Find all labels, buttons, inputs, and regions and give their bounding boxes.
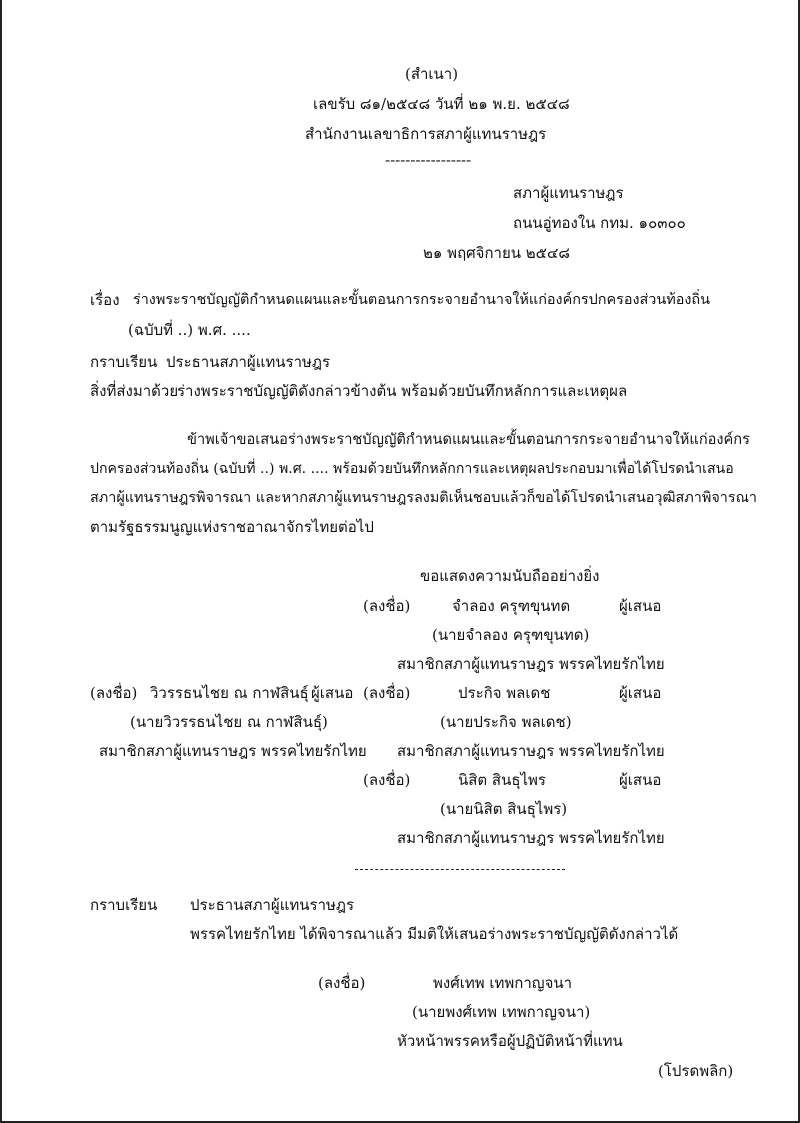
sig2-role: ผู้เสนอ [311,684,354,702]
body-line4: ตามรัฐธรรมนูญแห่งราชอาณาจักรไทยต่อไป [90,518,374,536]
sig2-name: วิวรรธนไชย ณ กาฬสินธุ์ [150,684,309,702]
endorsement-text: พรรคไทยรักไทย ได้พิจารณาแล้ว มีมติให้เสนอร่างพระราชบัญญัติดังกล่าวได้ [190,925,679,943]
sig4-full-name: (นายนิสิต สินธุไพร) [440,800,568,818]
sig3-name: ประกิจ พลเดช [458,684,551,702]
sig3-position: สมาชิกสภาผู้แทนราษฎร พรรคไทยรักไทย [397,742,665,760]
section-divider [355,869,565,870]
sig4-sign-label: (ลงชื่อ) [363,771,411,789]
subject-line1: ร่างพระราชบัญญัติกำหนดแผนและขั้นตอนการกระจายอำนาจให้แก่องค์กรปกครองส่วนท้องถิ่น [133,292,710,308]
endorsement-sign-label: (ลงชื่อ) [318,974,366,992]
office-name: สำนักงานเลขาธิการสภาผู้แทนราษฎร [305,125,547,143]
sig1-full-name: (นายจำลอง ครุฑขุนทด) [432,626,590,644]
sender-org: สภาผู้แทนราษฎร [513,184,624,202]
closing: ขอแสดงความนับถืออย่างยิ่ง [420,567,600,585]
sig3-role: ผู้เสนอ [619,684,662,702]
subject-line2: (ฉบับที่ ..) พ.ศ. .... [128,321,251,339]
sig1-sign-label: (ลงชื่อ) [363,597,411,615]
body-line3: สภาผู้แทนราษฎรพิจารณา และหากสภาผู้แทนราษฎรลงมติเห็นชอบแล้วก็ขอได้โปรดนำเสนอวุฒิสภาพิจารณา [90,490,758,506]
sig3-full-name: (นายประกิจ พลเดช) [440,713,572,731]
salutation-label: กราบเรียน [90,353,158,371]
enclosure-text: ร่างพระราชบัญญัติดังกล่าวข้างต้น พร้อมด้วยบันทึกหลักการและเหตุผล [177,382,628,400]
sig1-position: สมาชิกสภาผู้แทนราษฎร พรรคไทยรักไทย [397,655,665,673]
copy-label: (สำเนา) [405,65,459,83]
sig4-name: นิสิต สินธุไพร [458,771,546,789]
sig4-position: สมาชิกสภาผู้แทนราษฎร พรรคไทยรักไทย [397,829,665,847]
endorsement-position: หัวหน้าพรรคหรือผู้ปฏิบัติหน้าที่แทน [397,1032,623,1050]
salutation-recipient: ประธานสภาผู้แทนราษฎร [166,353,331,371]
endorsement-name: พงศ์เทพ เทพกาญจนา [433,974,573,992]
subject-label: เรื่อง [90,291,120,309]
endorsement-full-name: (นายพงศ์เทพ เทพกาญจนา) [412,1003,591,1021]
header-divider: ----------------- [385,151,472,169]
endorsement-label: กราบเรียน [90,896,158,914]
page-edge-left [0,0,2,1123]
sig1-name: จำลอง ครุฑขุนทด [452,597,571,615]
body-line1: ข้าพเจ้าขอเสนอร่างพระราชบัญญัติกำหนดแผนและขั้นตอนการกระจายอำนาจให้แก่องค์กร [187,431,750,448]
letter-date: ๒๑ พฤศจิกายน ๒๕๔๘ [423,244,570,262]
sig2-sign-label: (ลงชื่อ) [90,684,138,702]
sig2-full-name: (นายวิวรรธนไชย ณ กาฬสินธุ์) [130,713,328,731]
enclosure-label: สิ่งที่ส่งมาด้วย [90,382,179,400]
body-line2: ปกครองส่วนท้องถิ่น (ฉบับที่ ..) พ.ศ. .... พร้อมด้วยบันทึกหลักการและเหตุผลประกอบมาเพื่อได้โปรดนำเสนอ [90,461,734,477]
sig1-role: ผู้เสนอ [619,597,662,615]
endorsement-recipient: ประธานสภาผู้แทนราษฎร [190,896,355,914]
receipt-number: เลขรับ ๘๑/๒๕๔๘ วันที่ ๒๑ พ.ย. ๒๕๔๘ [313,95,570,113]
sig2-position: สมาชิกสภาผู้แทนราษฎร พรรคไทยรักไทย [99,742,367,760]
sender-address: ถนนอู่ทองใน กทม. ๑๐๓๐๐ [513,214,686,232]
sig4-role: ผู้เสนอ [619,771,662,789]
turn-page-note: (โปรดพลิก) [658,1062,734,1080]
sig3-sign-label: (ลงชื่อ) [363,684,411,702]
